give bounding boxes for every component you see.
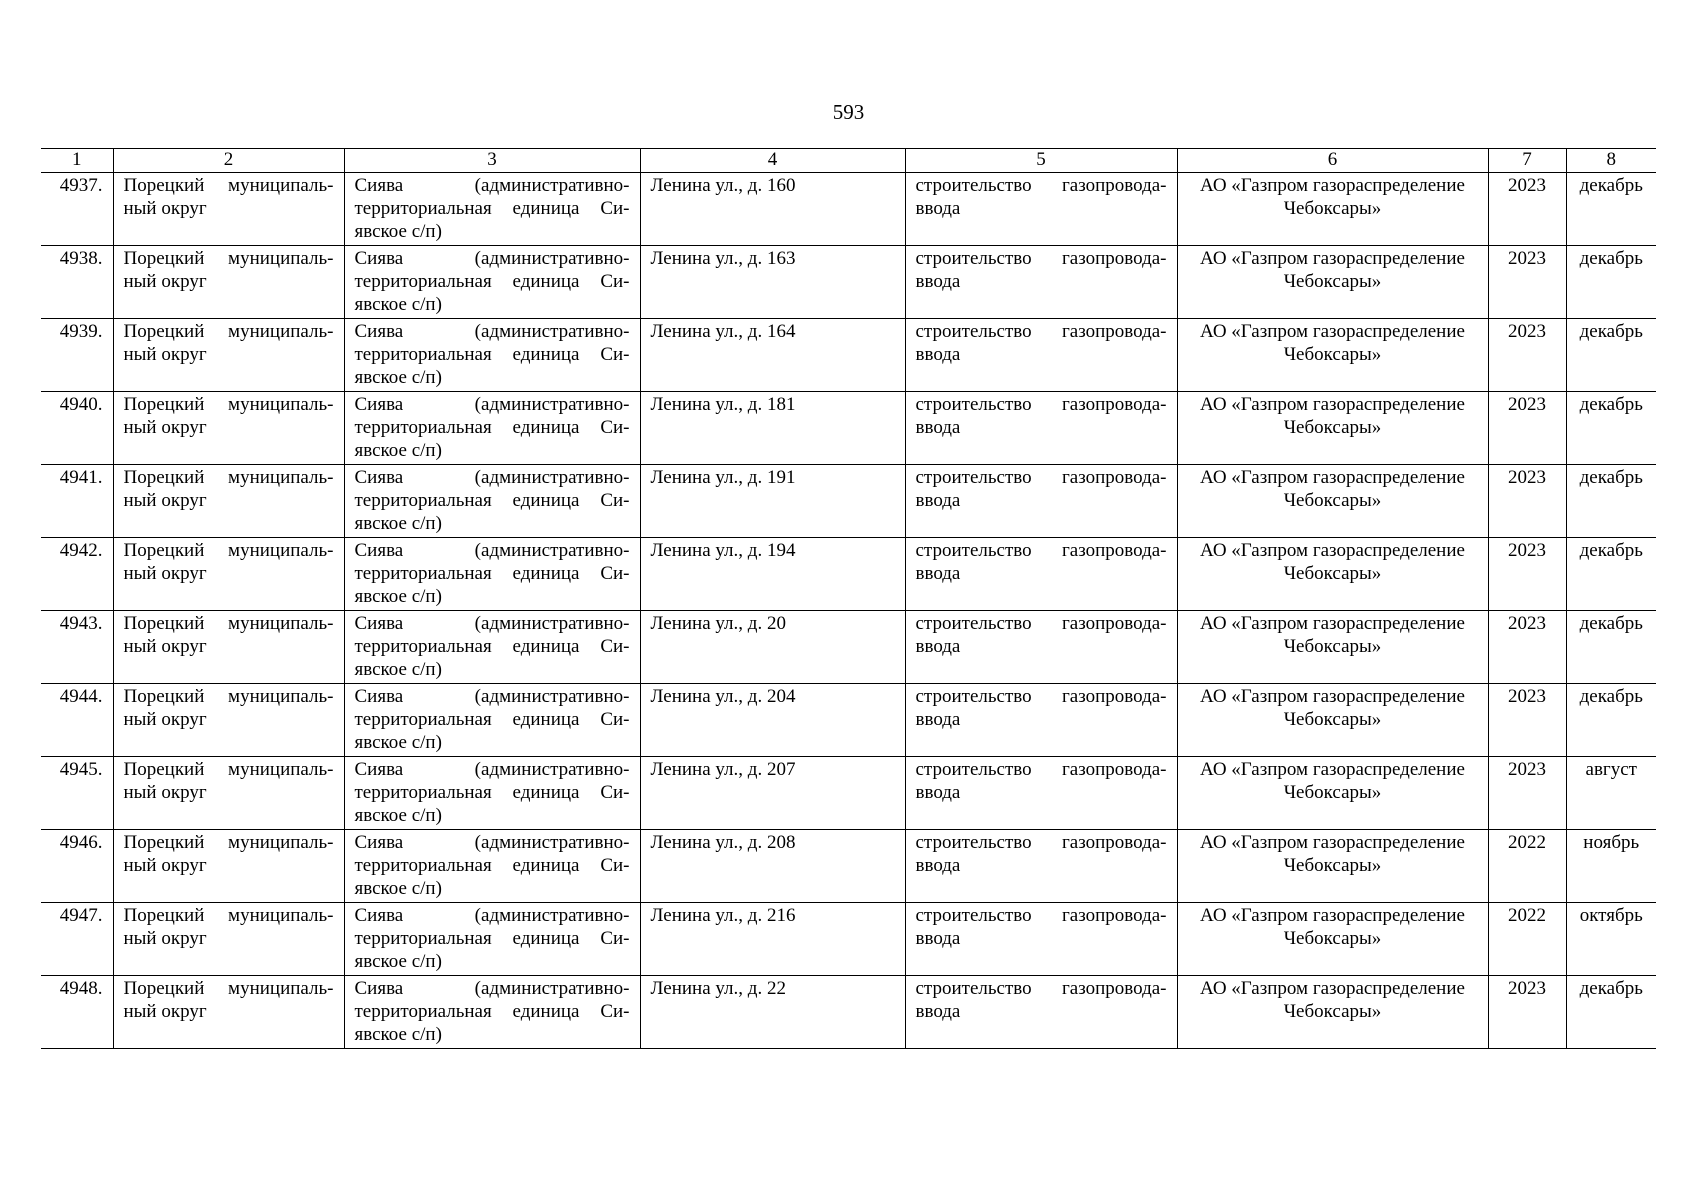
address-cell: Ленина ул., д. 208 (640, 830, 905, 903)
table-row (41, 757, 1656, 830)
district-cell: Порецкий муниципаль-ный округ (113, 684, 344, 757)
month-cell: декабрь (1566, 538, 1656, 611)
column-header-2: 2 (113, 149, 344, 173)
district-cell: Порецкий муниципаль-ный округ (113, 757, 344, 830)
row-number: 4947. (41, 903, 113, 976)
month-cell: декабрь (1566, 611, 1656, 684)
table-header (41, 149, 1656, 173)
column-header-5: 5 (905, 149, 1177, 173)
address-cell: Ленина ул., д. 207 (640, 757, 905, 830)
row-number: 4943. (41, 611, 113, 684)
month-cell: декабрь (1566, 246, 1656, 319)
district-cell: Порецкий муниципаль-ный округ (113, 246, 344, 319)
address-cell: Ленина ул., д. 22 (640, 976, 905, 1049)
table-row (41, 976, 1656, 1049)
year-cell: 2023 (1488, 684, 1566, 757)
table-row (41, 903, 1656, 976)
settlement-cell: Сиява (административно-территориальная единица Си-явское с/п) (344, 392, 640, 465)
organization-cell: АО «Газпром газораспределение Чебоксары» (1177, 538, 1488, 611)
address-cell: Ленина ул., д. 181 (640, 392, 905, 465)
row-number: 4939. (41, 319, 113, 392)
year-cell: 2023 (1488, 538, 1566, 611)
column-header-6: 6 (1177, 149, 1488, 173)
table-row (41, 684, 1656, 757)
address-cell: Ленина ул., д. 204 (640, 684, 905, 757)
settlement-cell: Сиява (административно-территориальная единица Си-явское с/п) (344, 830, 640, 903)
work-type-cell: строительство газопровода-ввода (905, 976, 1177, 1049)
row-number: 4938. (41, 246, 113, 319)
organization-cell: АО «Газпром газораспределение Чебоксары» (1177, 319, 1488, 392)
organization-cell: АО «Газпром газораспределение Чебоксары» (1177, 976, 1488, 1049)
year-cell: 2023 (1488, 173, 1566, 246)
row-number: 4940. (41, 392, 113, 465)
table-row (41, 319, 1656, 392)
table-row (41, 611, 1656, 684)
district-cell: Порецкий муниципаль-ный округ (113, 611, 344, 684)
column-header-7: 7 (1488, 149, 1566, 173)
settlement-cell: Сиява (административно-территориальная единица Си-явское с/п) (344, 538, 640, 611)
work-type-cell: строительство газопровода-ввода (905, 538, 1177, 611)
table-row (41, 830, 1656, 903)
table-row (41, 246, 1656, 319)
district-cell: Порецкий муниципаль-ный округ (113, 173, 344, 246)
address-cell: Ленина ул., д. 194 (640, 538, 905, 611)
district-cell: Порецкий муниципаль-ный округ (113, 976, 344, 1049)
district-cell: Порецкий муниципаль-ный округ (113, 465, 344, 538)
table-row (41, 173, 1656, 246)
settlement-cell: Сиява (административно-территориальная единица Си-явское с/п) (344, 757, 640, 830)
row-number: 4945. (41, 757, 113, 830)
month-cell: декабрь (1566, 392, 1656, 465)
district-cell: Порецкий муниципаль-ный округ (113, 830, 344, 903)
work-type-cell: строительство газопровода-ввода (905, 319, 1177, 392)
district-cell: Порецкий муниципаль-ный округ (113, 319, 344, 392)
row-number: 4942. (41, 538, 113, 611)
work-type-cell: строительство газопровода-ввода (905, 392, 1177, 465)
district-cell: Порецкий муниципаль-ный округ (113, 538, 344, 611)
row-number: 4948. (41, 976, 113, 1049)
address-cell: Ленина ул., д. 163 (640, 246, 905, 319)
row-number: 4946. (41, 830, 113, 903)
address-cell: Ленина ул., д. 164 (640, 319, 905, 392)
organization-cell: АО «Газпром газораспределение Чебоксары» (1177, 757, 1488, 830)
organization-cell: АО «Газпром газораспределение Чебоксары» (1177, 392, 1488, 465)
address-cell: Ленина ул., д. 216 (640, 903, 905, 976)
organization-cell: АО «Газпром газораспределение Чебоксары» (1177, 246, 1488, 319)
table-row (41, 392, 1656, 465)
table-row (41, 538, 1656, 611)
month-cell: декабрь (1566, 465, 1656, 538)
settlement-cell: Сиява (административно-территориальная единица Си-явское с/п) (344, 611, 640, 684)
settlement-cell: Сиява (административно-территориальная единица Си-явское с/п) (344, 246, 640, 319)
year-cell: 2023 (1488, 319, 1566, 392)
column-header-3: 3 (344, 149, 640, 173)
row-number: 4937. (41, 173, 113, 246)
work-type-cell: строительство газопровода-ввода (905, 611, 1177, 684)
settlement-cell: Сиява (административно-территориальная единица Си-явское с/п) (344, 465, 640, 538)
month-cell: декабрь (1566, 684, 1656, 757)
table-body (41, 173, 1656, 1049)
work-type-cell: строительство газопровода-ввода (905, 684, 1177, 757)
district-cell: Порецкий муниципаль-ный округ (113, 903, 344, 976)
year-cell: 2023 (1488, 246, 1566, 319)
year-cell: 2022 (1488, 903, 1566, 976)
organization-cell: АО «Газпром газораспределение Чебоксары» (1177, 903, 1488, 976)
district-cell: Порецкий муниципаль-ный округ (113, 392, 344, 465)
address-cell: Ленина ул., д. 160 (640, 173, 905, 246)
column-header-4: 4 (640, 149, 905, 173)
settlement-cell: Сиява (административно-территориальная единица Си-явское с/п) (344, 976, 640, 1049)
table-row (41, 465, 1656, 538)
row-number: 4941. (41, 465, 113, 538)
work-type-cell: строительство газопровода-ввода (905, 246, 1177, 319)
address-cell: Ленина ул., д. 191 (640, 465, 905, 538)
work-type-cell: строительство газопровода-ввода (905, 173, 1177, 246)
month-cell: ноябрь (1566, 830, 1656, 903)
year-cell: 2023 (1488, 611, 1566, 684)
month-cell: август (1566, 757, 1656, 830)
year-cell: 2022 (1488, 830, 1566, 903)
year-cell: 2023 (1488, 465, 1566, 538)
column-header-8: 8 (1566, 149, 1656, 173)
column-header-1: 1 (41, 149, 113, 173)
year-cell: 2023 (1488, 757, 1566, 830)
year-cell: 2023 (1488, 976, 1566, 1049)
month-cell: декабрь (1566, 976, 1656, 1049)
year-cell: 2023 (1488, 392, 1566, 465)
page-number: 593 (832, 100, 865, 124)
settlement-cell: Сиява (административно-территориальная единица Си-явское с/п) (344, 903, 640, 976)
month-cell: октябрь (1566, 903, 1656, 976)
organization-cell: АО «Газпром газораспределение Чебоксары» (1177, 611, 1488, 684)
month-cell: декабрь (1566, 173, 1656, 246)
month-cell: декабрь (1566, 319, 1656, 392)
address-cell: Ленина ул., д. 20 (640, 611, 905, 684)
settlement-cell: Сиява (административно-территориальная единица Си-явское с/п) (344, 684, 640, 757)
work-type-cell: строительство газопровода-ввода (905, 903, 1177, 976)
work-type-cell: строительство газопровода-ввода (905, 465, 1177, 538)
work-type-cell: строительство газопровода-ввода (905, 830, 1177, 903)
settlement-cell: Сиява (административно-территориальная единица Си-явское с/п) (344, 319, 640, 392)
organization-cell: АО «Газпром газораспределение Чебоксары» (1177, 830, 1488, 903)
organization-cell: АО «Газпром газораспределение Чебоксары» (1177, 173, 1488, 246)
settlement-cell: Сиява (административно-территориальная единица Си-явское с/п) (344, 173, 640, 246)
work-type-cell: строительство газопровода-ввода (905, 757, 1177, 830)
organization-cell: АО «Газпром газораспределение Чебоксары» (1177, 465, 1488, 538)
data-table (41, 148, 1656, 1049)
organization-cell: АО «Газпром газораспределение Чебоксары» (1177, 684, 1488, 757)
header-row (41, 149, 1656, 173)
row-number: 4944. (41, 684, 113, 757)
